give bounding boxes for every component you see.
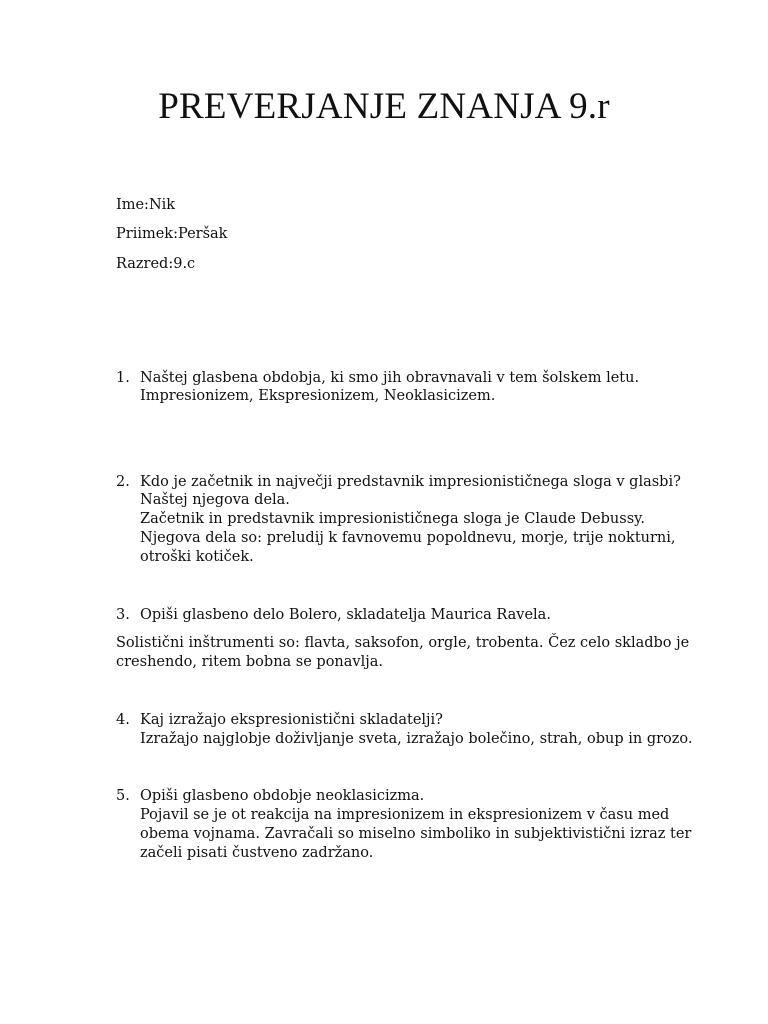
info-razred: Razred:9.c (116, 256, 196, 272)
answer-text: Njegova dela so: preludij k favnovemu popoldnevu, morje, trije nokturni, (140, 530, 676, 546)
answer-text: začeli pisati čustveno zadržano. (140, 845, 374, 861)
question-text: Opiši glasbeno obdobje neoklasicizma. (140, 788, 425, 804)
question-number: 5. (116, 788, 130, 804)
answer-text: otroški kotiček. (140, 549, 254, 565)
question-text: Naštej glasbena obdobja, ki smo jih obravnavali v tem šolskem letu. (140, 370, 640, 386)
question-number: 2. (116, 474, 130, 490)
answer-text: obema vojnama. Zavračali so miselno simboliko in subjektivistični izraz ter (140, 826, 692, 842)
page-title: PREVERJANJE ZNANJA 9.r (158, 86, 610, 127)
answer-text: creshendo, ritem bobna se ponavlja. (116, 654, 383, 670)
question-text: Kaj izražajo ekspresionistični skladatelji? (140, 712, 443, 728)
info-priimek: Priimek:Peršak (116, 226, 228, 242)
answer-text: Impresionizem, Ekspresionizem, Neoklasicizem. (140, 388, 496, 404)
answer-text: Solistični inštrumenti so: flavta, saksofon, orgle, trobenta. Čez celo skladbo je (116, 635, 690, 651)
question-text: Kdo je začetnik in največji predstavnik impresionističnega sloga v glasbi? (140, 474, 681, 490)
question-text: Naštej njegova dela. (140, 492, 290, 508)
question-number: 3. (116, 607, 130, 623)
info-ime: Ime:Nik (116, 197, 176, 213)
answer-text: Začetnik in predstavnik impresionističnega sloga je Claude Debussy. (140, 511, 646, 527)
question-text: Opiši glasbeno delo Bolero, skladatelja Maurica Ravela. (140, 607, 551, 623)
answer-text: Pojavil se je ot reakcija na impresionizem in ekspresionizem v času med (140, 807, 670, 823)
answer-text: Izražajo najglobje doživljanje sveta, izražajo bolečino, strah, obup in grozo. (140, 731, 693, 747)
question-number: 1. (116, 370, 130, 386)
question-number: 4. (116, 712, 130, 728)
